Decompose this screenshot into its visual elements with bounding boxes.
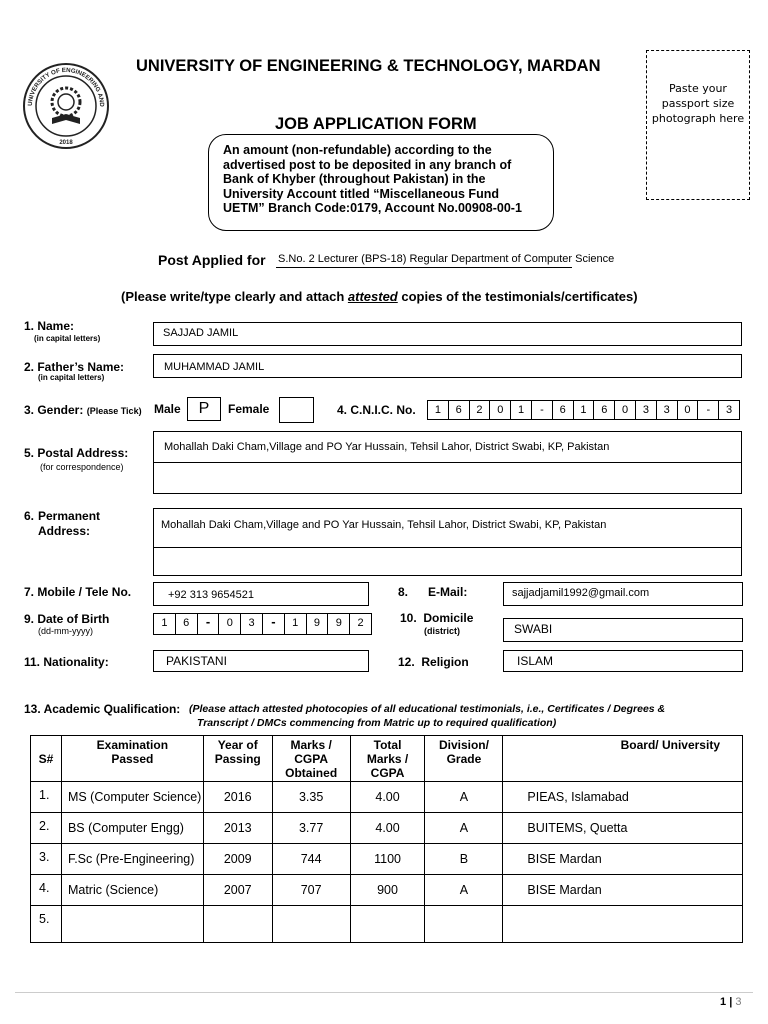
seal-year: 2018 xyxy=(59,140,73,146)
row-board[interactable]: BISE Mardan xyxy=(503,844,743,875)
cnic-digit-box[interactable]: 1 xyxy=(510,400,532,420)
dob-digit-box[interactable]: 6 xyxy=(175,613,198,635)
cnic-digit-box[interactable]: - xyxy=(697,400,719,420)
academic-label: 13. Academic Qualification: xyxy=(24,702,181,716)
header-division: Division/ Grade xyxy=(425,736,503,782)
notice-line-4: University Account titled “Miscellaneous Fund xyxy=(223,186,499,201)
domicile-hint: (district) xyxy=(424,626,460,636)
permanent-address-label-2: Address: xyxy=(38,524,91,538)
table-row xyxy=(31,906,743,943)
header-board: Board/ University xyxy=(503,736,743,782)
row-year[interactable]: 2009 xyxy=(203,844,272,875)
row-sno[interactable]: 4. xyxy=(31,875,62,906)
post-value[interactable]: S.No. 2 Lecturer (BPS-18) Regular Department of Computer Science xyxy=(278,253,615,265)
row-total[interactable]: 4.00 xyxy=(350,813,425,844)
university-seal xyxy=(22,62,110,150)
cnic-digit-box[interactable]: 0 xyxy=(614,400,636,420)
father-name-hint: (in capital letters) xyxy=(38,373,105,382)
name-label: 1. Name: xyxy=(24,319,75,333)
permanent-address-num: 6. xyxy=(24,509,35,523)
row-year[interactable] xyxy=(203,906,272,943)
name-value: SAJJAD JAMIL xyxy=(163,327,239,339)
nationality-label: 11. Nationality: xyxy=(24,655,109,669)
table-row xyxy=(31,782,743,813)
permanent-address-divider xyxy=(153,547,742,548)
row-exam[interactable]: F.Sc (Pre-Engineering) xyxy=(61,844,203,875)
header-total: Total Marks / CGPA xyxy=(350,736,425,782)
male-checkbox[interactable] xyxy=(187,397,221,421)
row-total[interactable]: 4.00 xyxy=(350,782,425,813)
table-row xyxy=(31,844,743,875)
mobile-label: 7. Mobile / Tele No. xyxy=(24,585,132,599)
cnic-digit-box[interactable]: 1 xyxy=(427,400,449,420)
cnic-digit-box[interactable]: 6 xyxy=(593,400,615,420)
header-sno xyxy=(31,736,62,782)
religion-label: 12. Religion xyxy=(398,655,469,669)
academic-note-1: (Please attach attested photocopies of all educational testimonials, i.e., Certificates / Degrees & xyxy=(189,703,666,715)
cnic-label: 4. C.N.I.C. No. xyxy=(337,403,416,417)
cnic-digit-box[interactable]: - xyxy=(531,400,553,420)
row-year[interactable]: 2007 xyxy=(203,875,272,906)
page-sep: | xyxy=(729,996,733,1008)
row-exam[interactable]: BS (Computer Engg) xyxy=(61,813,203,844)
academic-header-row xyxy=(31,736,743,782)
instruction-after: copies of the testimonials/certificates) xyxy=(397,289,638,304)
row-year[interactable]: 2013 xyxy=(203,813,272,844)
row-board[interactable] xyxy=(503,906,743,943)
cnic-digit-box[interactable]: 6 xyxy=(448,400,470,420)
university-title: UNIVERSITY OF ENGINEERING & TECHNOLOGY, MARDAN xyxy=(136,57,601,75)
row-year[interactable]: 2016 xyxy=(203,782,272,813)
instruction-before: (Please write/type clearly and attach xyxy=(121,289,348,304)
dob-separator: - xyxy=(197,613,220,635)
seal-text: UNIVERSITY OF ENGINEERING AND xyxy=(26,66,106,107)
notice-line-5: UETM” Branch Code:0179, Account No.00908-00-1 xyxy=(223,201,522,216)
page-number xyxy=(720,996,741,1008)
academic-table xyxy=(30,735,743,943)
instruction-emphasis: attested xyxy=(347,289,398,304)
cnic-digit-box[interactable]: 3 xyxy=(718,400,740,420)
svg-text:UNIVERSITY OF ENGINEERING AND xyxy=(22,62,105,108)
gender-label xyxy=(24,403,142,417)
post-label: Post Applied for xyxy=(158,252,266,268)
row-division[interactable]: B xyxy=(425,844,503,875)
email-value: sajjadjamil1992@gmail.com xyxy=(512,587,650,599)
permanent-address-value: Mohallah Daki Cham,Village and PO Yar Hussain, Tehsil Lahor, District Swabi, KP, Pakistan xyxy=(161,519,607,531)
notice-line-3: Bank of Khyber (throughout Pakistan) in the xyxy=(223,172,486,187)
row-division[interactable]: A xyxy=(425,782,503,813)
dob-digit-box[interactable]: 3 xyxy=(240,613,263,635)
row-sno[interactable]: 5. xyxy=(31,906,62,943)
row-exam[interactable]: MS (Computer Science) xyxy=(61,782,203,813)
cnic-field[interactable] xyxy=(427,400,739,419)
dob-digit-box[interactable]: 9 xyxy=(306,613,329,635)
header-year: Year of Passing xyxy=(203,736,272,782)
row-division[interactable] xyxy=(425,906,503,943)
female-checkbox[interactable] xyxy=(279,397,314,423)
dob-digit-box[interactable]: 1 xyxy=(153,613,176,635)
name-field[interactable] xyxy=(153,322,742,346)
row-board[interactable]: BUITEMS, Quetta xyxy=(503,813,743,844)
academic-note-2: Transcript / DMCs commencing from Matric up to required qualification) xyxy=(197,717,557,729)
row-marks[interactable]: 3.35 xyxy=(272,782,350,813)
notice-line-1: An amount (non-refundable) according to the xyxy=(223,143,492,157)
email-label: 8. E-Mail: xyxy=(398,585,468,599)
religion-value: ISLAM xyxy=(517,654,554,668)
female-label: Female xyxy=(228,402,270,416)
row-marks[interactable]: 744 xyxy=(272,844,350,875)
row-board[interactable]: BISE Mardan xyxy=(503,875,743,906)
permanent-address-label-1: Permanent xyxy=(38,509,101,523)
row-division[interactable]: A xyxy=(425,875,503,906)
domicile-value: SWABI xyxy=(514,622,553,636)
instruction-text xyxy=(121,289,638,304)
gender-label-text: 3. Gender: xyxy=(24,403,84,417)
cnic-digit-box[interactable]: 2 xyxy=(469,400,491,420)
cnic-digit-box[interactable]: 0 xyxy=(489,400,511,420)
dob-separator: - xyxy=(262,613,285,635)
row-total[interactable] xyxy=(350,906,425,943)
row-division[interactable]: A xyxy=(425,813,503,844)
header-marks: Marks / CGPA Obtained xyxy=(272,736,350,782)
page-total: 3 xyxy=(735,996,742,1008)
postal-address-divider xyxy=(153,462,742,463)
row-sno[interactable]: 3. xyxy=(31,844,62,875)
cnic-digit-box[interactable]: 3 xyxy=(635,400,657,420)
dob-digit-box[interactable]: 2 xyxy=(349,613,372,635)
row-board[interactable]: PIEAS, Islamabad xyxy=(503,782,743,813)
gender-hint: (Please Tick) xyxy=(86,406,142,416)
header-sno-text: S# xyxy=(38,752,54,766)
footer-rule xyxy=(15,992,753,993)
row-exam[interactable]: Matric (Science) xyxy=(61,875,203,906)
table-row xyxy=(31,813,743,844)
postal-address-hint: (for correspondence) xyxy=(40,462,124,472)
fee-notice xyxy=(208,134,554,231)
postal-address-label: 5. Postal Address: xyxy=(24,446,129,460)
father-name-value: MUHAMMAD JAMIL xyxy=(164,361,265,373)
row-total[interactable]: 1100 xyxy=(350,844,425,875)
dob-field[interactable] xyxy=(153,613,371,635)
dob-hint: (dd-mm-yyyy) xyxy=(38,626,93,636)
photo-text-1: Paste your xyxy=(669,82,727,95)
row-sno[interactable]: 2. xyxy=(31,813,62,844)
header-exam: Examination Passed xyxy=(61,736,203,782)
cnic-digit-box[interactable]: 3 xyxy=(656,400,678,420)
cnic-digit-box[interactable]: 6 xyxy=(552,400,574,420)
page-current: 1 xyxy=(720,996,727,1008)
row-marks[interactable] xyxy=(272,906,350,943)
row-exam[interactable] xyxy=(61,906,203,943)
row-sno[interactable]: 1. xyxy=(31,782,62,813)
dob-digit-box[interactable]: 0 xyxy=(218,613,241,635)
notice-line-2: advertised post to be deposited in any branch of xyxy=(223,157,512,172)
father-name-label: 2. Father’s Name: xyxy=(24,360,125,374)
photo-box[interactable] xyxy=(646,50,750,200)
photo-text-2: passport size xyxy=(661,97,735,110)
domicile-label: 10. Domicile xyxy=(400,611,474,625)
post-underline xyxy=(276,267,572,268)
form-title: JOB APPLICATION FORM xyxy=(275,115,477,133)
dob-label: 9. Date of Birth xyxy=(24,612,110,626)
row-marks[interactable]: 3.77 xyxy=(272,813,350,844)
row-marks[interactable]: 707 xyxy=(272,875,350,906)
cnic-digit-box[interactable]: 1 xyxy=(573,400,595,420)
nationality-value: PAKISTANI xyxy=(166,654,227,668)
photo-text-3: photograph here xyxy=(651,112,745,125)
male-mark: P xyxy=(198,400,210,417)
name-hint: (in capital letters) xyxy=(34,334,101,343)
mobile-value: +92 313 9654521 xyxy=(168,589,254,601)
table-row xyxy=(31,875,743,906)
postal-address-value: Mohallah Daki Cham,Village and PO Yar Hussain, Tehsil Lahor, District Swabi, KP, Pakistan xyxy=(164,441,610,453)
cnic-digit-box[interactable]: 0 xyxy=(677,400,699,420)
dob-digit-box[interactable]: 1 xyxy=(284,613,307,635)
row-total[interactable]: 900 xyxy=(350,875,425,906)
male-label: Male xyxy=(154,402,181,416)
dob-digit-box[interactable]: 9 xyxy=(327,613,350,635)
